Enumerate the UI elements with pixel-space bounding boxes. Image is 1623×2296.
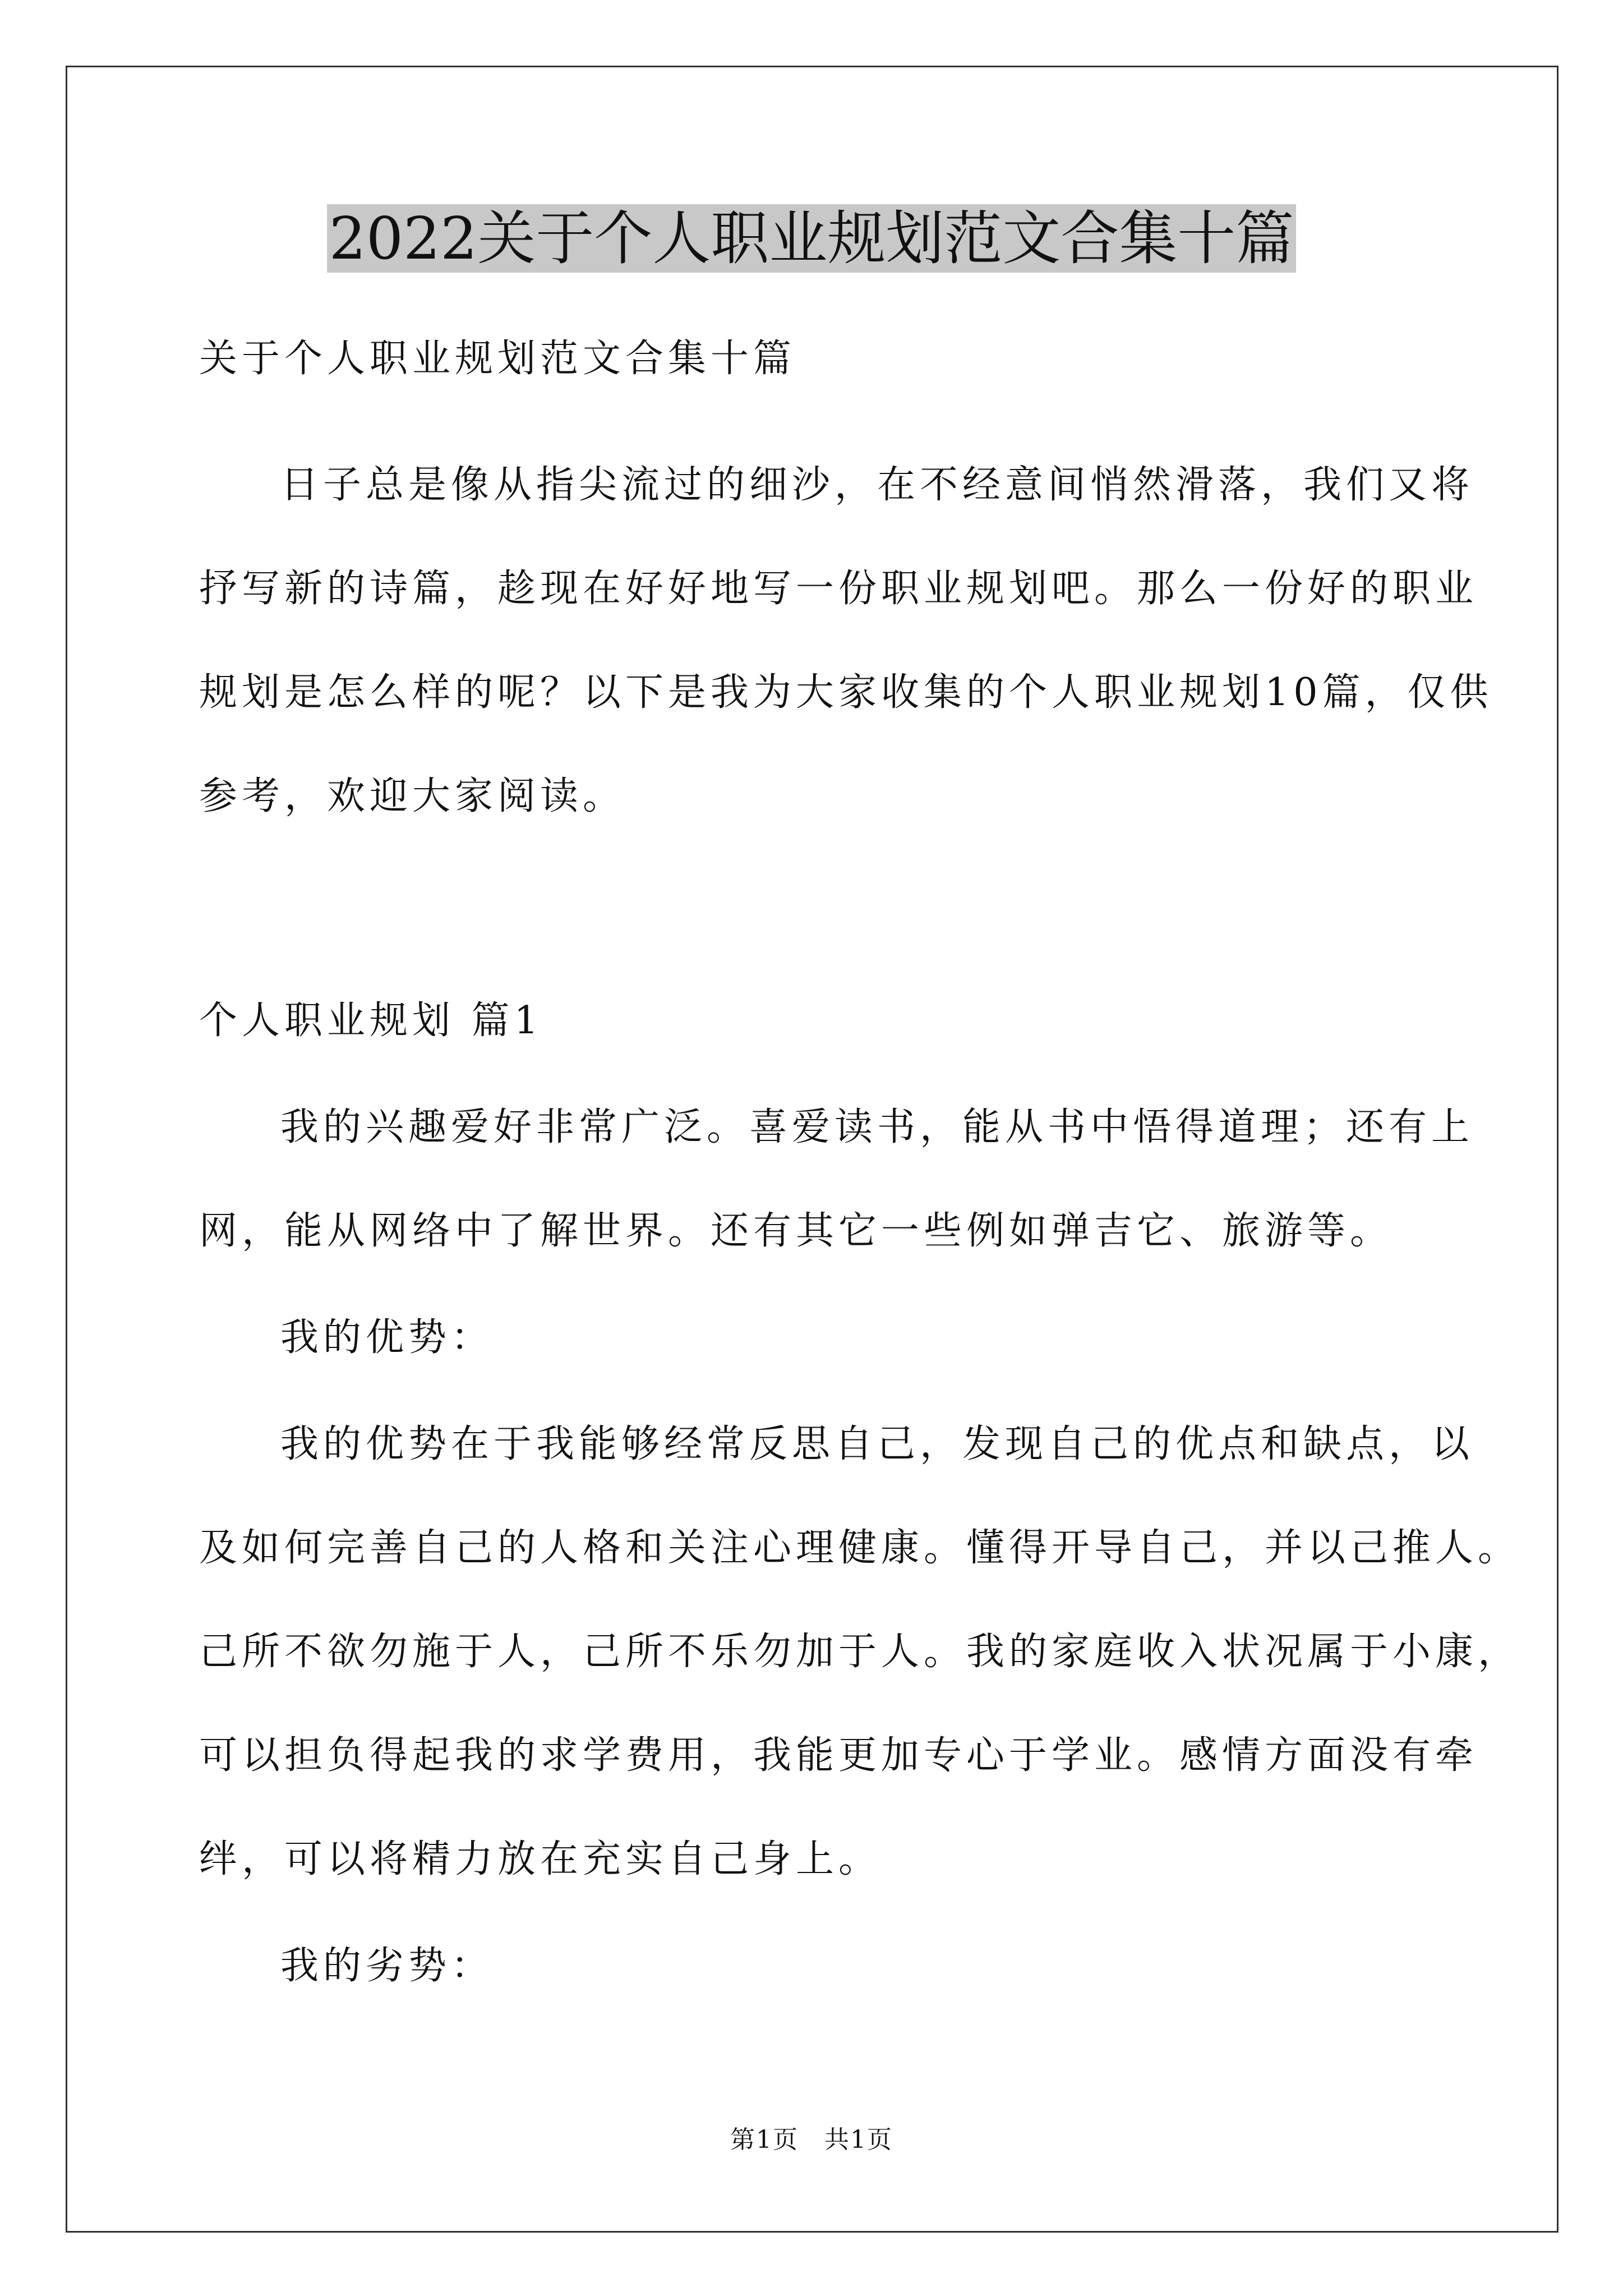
- section-heading: 个人职业规划 篇1: [199, 999, 543, 1043]
- paragraph-line: 参考，欢迎大家阅读。: [199, 774, 626, 818]
- paragraph-line: 规划是怎么样的呢？以下是我为大家收集的个人职业规划10篇，仅供: [199, 670, 1493, 715]
- page-number-footer: 第1页 共1页: [730, 2125, 893, 2154]
- subheading-weaknesses: 我的劣势：: [280, 1944, 494, 1988]
- subheading-strengths: 我的优势：: [280, 1315, 494, 1360]
- paragraph-line: 日子总是像从指尖流过的细沙，在不经意间悄然滑落，我们又将: [280, 463, 1474, 507]
- paragraph-line: 己所不欲勿施于人，己所不乐勿加于人。我的家庭收入状况属于小康，: [199, 1630, 1521, 1674]
- document-subtitle: 关于个人职业规划范文合集十篇: [199, 337, 796, 381]
- paragraph-line: 我的兴趣爱好非常广泛。喜爱读书，能从书中悟得道理；还有上: [280, 1105, 1474, 1149]
- paragraph-line: 及如何完善自己的人格和关注心理健康。懂得开导自己，并以己推人。: [199, 1526, 1521, 1570]
- document-title-text: 2022关于个人职业规划范文合集十篇: [327, 204, 1297, 273]
- paragraph-line: 我的优势在于我能够经常反思自己，发现自己的优点和缺点，以: [280, 1422, 1474, 1466]
- document-title: [0, 199, 1623, 278]
- paragraph-line: 抒写新的诗篇，趁现在好好地写一份职业规划吧。那么一份好的职业: [199, 567, 1478, 611]
- paragraph-line: 绊，可以将精力放在充实自己身上。: [199, 1837, 882, 1881]
- paragraph-line: 可以担负得起我的求学费用，我能更加专心于学业。感情方面没有牵: [199, 1733, 1478, 1778]
- paragraph-line: 网，能从网络中了解世界。还有其它一些例如弹吉它、旅游等。: [199, 1209, 1393, 1253]
